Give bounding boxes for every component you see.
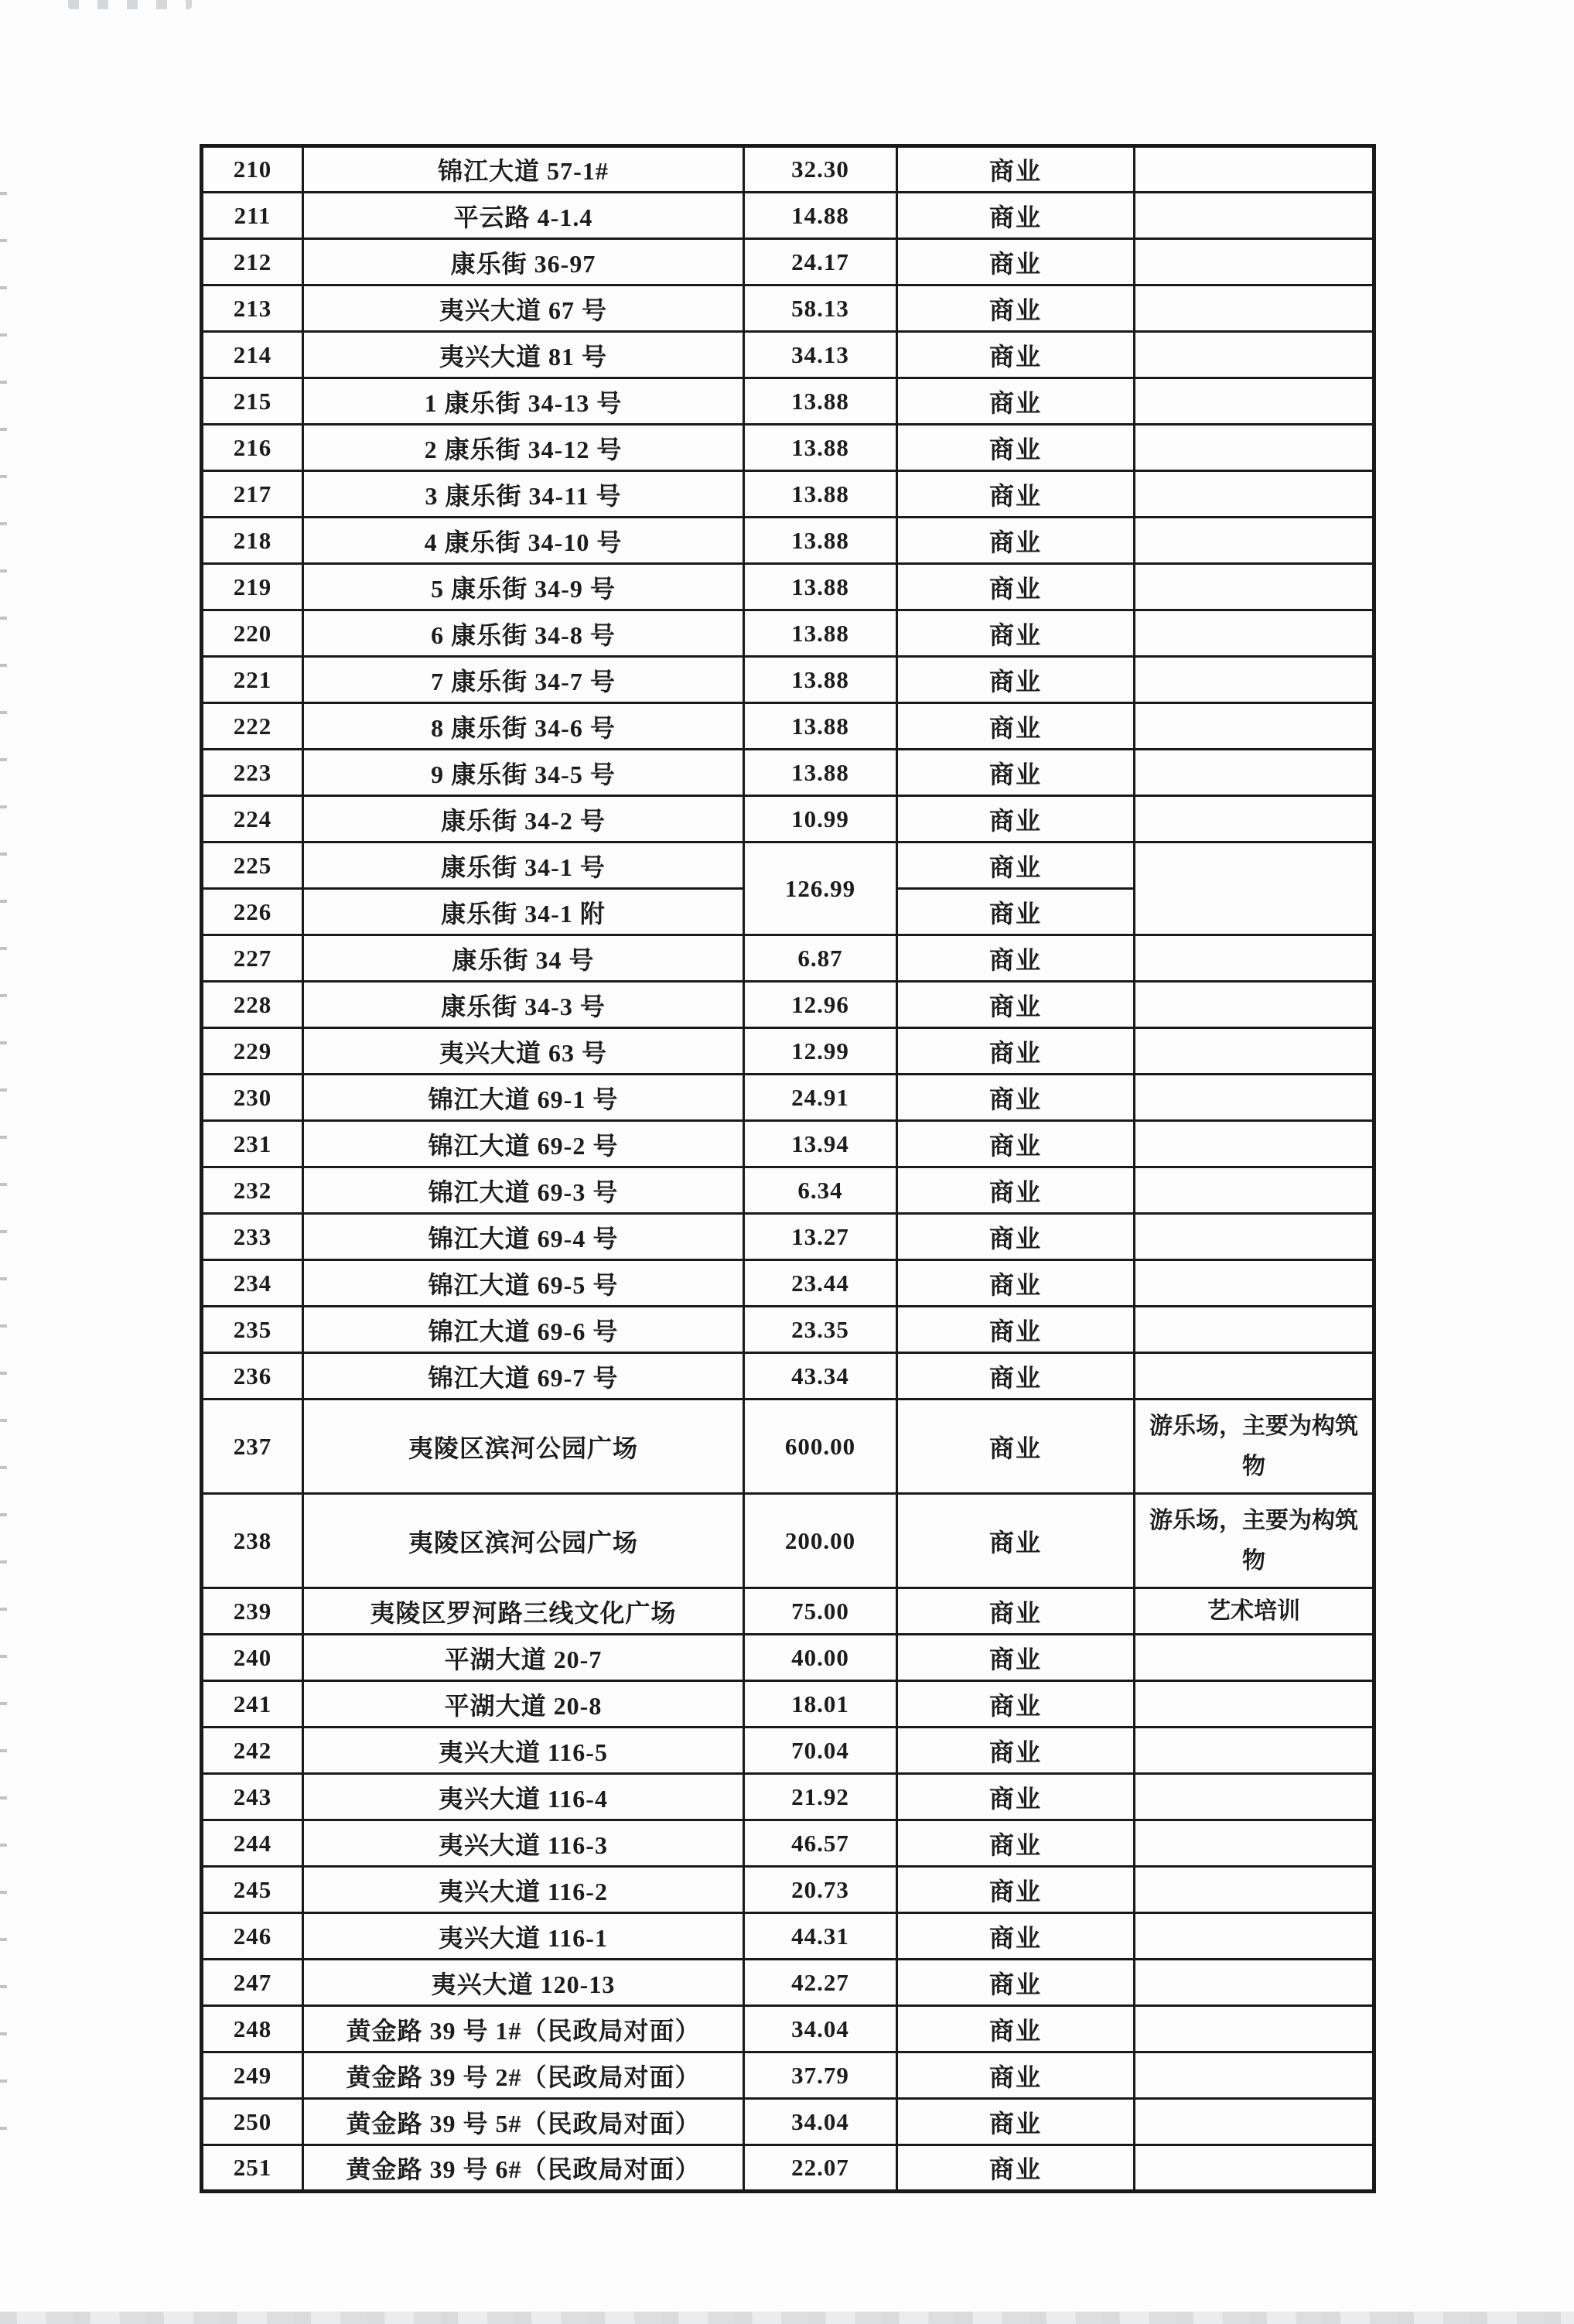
address-cell: 锦江大道 69-7 号 (303, 1353, 744, 1400)
category-cell: 商业 (897, 1588, 1135, 1635)
category-cell: 商业 (897, 1121, 1135, 1167)
scan-artifact-top (68, 0, 192, 9)
table-row (202, 610, 1374, 657)
address-cell: 9 康乐街 34-5 号 (303, 750, 744, 796)
note-cell (1135, 750, 1374, 796)
table-body (202, 146, 1374, 2192)
address-cell: 康乐街 34-1 附 (303, 889, 744, 935)
note-cell (1135, 2099, 1374, 2145)
area-cell: 20.73 (744, 1867, 897, 1913)
table-row (202, 982, 1374, 1028)
area-cell: 200.00 (744, 1494, 897, 1588)
category-cell: 商业 (897, 1494, 1135, 1588)
address-cell: 3 康乐街 34-11 号 (303, 471, 744, 518)
scan-edge-marks (0, 192, 7, 2141)
note-cell (1135, 193, 1374, 239)
serial-number-cell: 218 (202, 518, 303, 564)
note-cell (1135, 471, 1374, 518)
serial-number-cell: 212 (202, 239, 303, 285)
area-cell: 34.04 (744, 2099, 897, 2145)
category-cell: 商业 (897, 2006, 1135, 2052)
table-row (202, 1588, 1374, 1635)
address-cell: 锦江大道 69-2 号 (303, 1121, 744, 1167)
category-cell: 商业 (897, 332, 1135, 378)
note-cell (1135, 518, 1374, 564)
table-row (202, 1028, 1374, 1075)
area-cell: 12.96 (744, 982, 897, 1028)
table-row (202, 657, 1374, 703)
area-cell: 13.88 (744, 750, 897, 796)
category-cell: 商业 (897, 285, 1135, 332)
note-cell (1135, 1635, 1374, 1681)
serial-number-cell: 226 (202, 889, 303, 935)
address-cell: 2 康乐街 34-12 号 (303, 425, 744, 471)
note-cell (1135, 425, 1374, 471)
note-cell (1135, 564, 1374, 610)
category-cell: 商业 (897, 750, 1135, 796)
category-cell: 商业 (897, 239, 1135, 285)
table-row (202, 935, 1374, 982)
note-cell (1135, 1167, 1374, 1214)
serial-number-cell: 232 (202, 1167, 303, 1214)
address-cell: 锦江大道 69-6 号 (303, 1307, 744, 1353)
serial-number-cell: 213 (202, 285, 303, 332)
area-cell: 13.88 (744, 703, 897, 750)
table-row (202, 1728, 1374, 1774)
address-cell: 夷兴大道 116-5 (303, 1728, 744, 1774)
address-cell: 5 康乐街 34-9 号 (303, 564, 744, 610)
category-cell: 商业 (897, 1400, 1135, 1494)
address-cell: 夷兴大道 116-2 (303, 1867, 744, 1913)
category-cell: 商业 (897, 703, 1135, 750)
address-cell: 8 康乐街 34-6 号 (303, 703, 744, 750)
category-cell: 商业 (897, 1075, 1135, 1121)
serial-number-cell: 225 (202, 842, 303, 889)
address-cell: 康乐街 34-2 号 (303, 796, 744, 842)
area-cell: 40.00 (744, 1635, 897, 1681)
serial-number-cell: 245 (202, 1867, 303, 1913)
category-cell: 商业 (897, 657, 1135, 703)
address-cell: 夷陵区罗河路三线文化广场 (303, 1588, 744, 1635)
serial-number-cell: 231 (202, 1121, 303, 1167)
note-cell (1135, 2006, 1374, 2052)
address-cell: 夷兴大道 116-4 (303, 1774, 744, 1820)
note-cell (1135, 332, 1374, 378)
category-cell: 商业 (897, 610, 1135, 657)
category-cell: 商业 (897, 1820, 1135, 1867)
serial-number-cell: 227 (202, 935, 303, 982)
serial-number-cell: 233 (202, 1214, 303, 1260)
note-cell (1135, 1913, 1374, 1960)
table-row (202, 1774, 1374, 1820)
area-cell: 70.04 (744, 1728, 897, 1774)
address-cell: 康乐街 34-3 号 (303, 982, 744, 1028)
category-cell: 商业 (897, 1167, 1135, 1214)
serial-number-cell: 239 (202, 1588, 303, 1635)
area-cell: 12.99 (744, 1028, 897, 1075)
category-cell: 商业 (897, 564, 1135, 610)
serial-number-cell: 246 (202, 1913, 303, 1960)
serial-number-cell: 224 (202, 796, 303, 842)
category-cell: 商业 (897, 193, 1135, 239)
serial-number-cell: 214 (202, 332, 303, 378)
address-cell: 锦江大道 57-1# (303, 146, 744, 193)
area-cell: 32.30 (744, 146, 897, 193)
area-cell: 14.88 (744, 193, 897, 239)
note-cell (1135, 1867, 1374, 1913)
table-row (202, 146, 1374, 193)
area-cell: 18.01 (744, 1681, 897, 1728)
category-cell: 商业 (897, 842, 1135, 889)
area-cell: 10.99 (744, 796, 897, 842)
address-cell: 1 康乐街 34-13 号 (303, 378, 744, 425)
table-row (202, 2145, 1374, 2192)
category-cell: 商业 (897, 1260, 1135, 1307)
serial-number-cell: 216 (202, 425, 303, 471)
table-row (202, 1214, 1374, 1260)
category-cell: 商业 (897, 1028, 1135, 1075)
note-cell (1135, 1960, 1374, 2006)
table-row (202, 1635, 1374, 1681)
table-row (202, 285, 1374, 332)
area-cell: 13.88 (744, 425, 897, 471)
area-cell: 34.04 (744, 2006, 897, 2052)
note-cell (1135, 2052, 1374, 2099)
table-row (202, 842, 1374, 889)
note-cell: 游乐场，主要为构筑物 (1135, 1400, 1374, 1494)
note-cell (1135, 610, 1374, 657)
table-row (202, 2099, 1374, 2145)
category-cell: 商业 (897, 1635, 1135, 1681)
serial-number-cell: 235 (202, 1307, 303, 1353)
serial-number-cell: 211 (202, 193, 303, 239)
category-cell: 商业 (897, 1307, 1135, 1353)
area-cell: 58.13 (744, 285, 897, 332)
area-cell: 126.99 (744, 842, 897, 935)
area-cell: 43.34 (744, 1353, 897, 1400)
category-cell: 商业 (897, 1774, 1135, 1820)
note-cell (1135, 285, 1374, 332)
serial-number-cell: 247 (202, 1960, 303, 2006)
address-cell: 锦江大道 69-3 号 (303, 1167, 744, 1214)
note-cell (1135, 796, 1374, 842)
area-cell: 22.07 (744, 2145, 897, 2192)
area-cell: 34.13 (744, 332, 897, 378)
scan-artifact-bottom (0, 2312, 1574, 2324)
address-cell: 夷兴大道 67 号 (303, 285, 744, 332)
table-row (202, 1913, 1374, 1960)
category-cell: 商业 (897, 1681, 1135, 1728)
area-cell: 13.88 (744, 471, 897, 518)
table-row (202, 1121, 1374, 1167)
category-cell: 商业 (897, 471, 1135, 518)
address-cell: 夷兴大道 120-13 (303, 1960, 744, 2006)
address-cell: 黄金路 39 号 1#（民政局对面） (303, 2006, 744, 2052)
table-row (202, 425, 1374, 471)
serial-number-cell: 238 (202, 1494, 303, 1588)
serial-number-cell: 242 (202, 1728, 303, 1774)
category-cell: 商业 (897, 1913, 1135, 1960)
area-cell: 24.91 (744, 1075, 897, 1121)
area-cell: 37.79 (744, 2052, 897, 2099)
address-cell: 黄金路 39 号 5#（民政局对面） (303, 2099, 744, 2145)
area-cell: 6.87 (744, 935, 897, 982)
note-cell (1135, 935, 1374, 982)
address-cell: 康乐街 36-97 (303, 239, 744, 285)
note-cell (1135, 239, 1374, 285)
note-cell (1135, 378, 1374, 425)
area-cell: 46.57 (744, 1820, 897, 1867)
category-cell: 商业 (897, 1728, 1135, 1774)
address-cell: 锦江大道 69-4 号 (303, 1214, 744, 1260)
address-cell: 黄金路 39 号 6#（民政局对面） (303, 2145, 744, 2192)
serial-number-cell: 250 (202, 2099, 303, 2145)
serial-number-cell: 228 (202, 982, 303, 1028)
note-cell (1135, 1728, 1374, 1774)
serial-number-cell: 219 (202, 564, 303, 610)
area-cell: 23.44 (744, 1260, 897, 1307)
table-row (202, 2006, 1374, 2052)
address-cell: 夷兴大道 116-1 (303, 1913, 744, 1960)
serial-number-cell: 249 (202, 2052, 303, 2099)
note-cell (1135, 1774, 1374, 1820)
category-cell: 商业 (897, 2145, 1135, 2192)
category-cell: 商业 (897, 1867, 1135, 1913)
area-cell: 24.17 (744, 239, 897, 285)
note-cell (1135, 2145, 1374, 2192)
area-cell: 13.88 (744, 564, 897, 610)
table-row (202, 1400, 1374, 1494)
table-row (202, 1867, 1374, 1913)
serial-number-cell: 236 (202, 1353, 303, 1400)
note-cell (1135, 1121, 1374, 1167)
area-cell: 13.94 (744, 1121, 897, 1167)
table-row (202, 796, 1374, 842)
address-cell: 夷陵区滨河公园广场 (303, 1494, 744, 1588)
property-list-table (200, 144, 1376, 2193)
area-cell: 13.88 (744, 378, 897, 425)
address-cell: 黄金路 39 号 2#（民政局对面） (303, 2052, 744, 2099)
table-row (202, 1075, 1374, 1121)
address-cell: 平湖大道 20-7 (303, 1635, 744, 1681)
note-cell (1135, 1075, 1374, 1121)
category-cell: 商业 (897, 425, 1135, 471)
area-cell: 75.00 (744, 1588, 897, 1635)
note-cell (1135, 703, 1374, 750)
category-cell: 商业 (897, 1353, 1135, 1400)
note-cell: 艺术培训 (1135, 1588, 1374, 1635)
serial-number-cell: 241 (202, 1681, 303, 1728)
area-cell: 6.34 (744, 1167, 897, 1214)
table-row (202, 750, 1374, 796)
note-cell (1135, 1028, 1374, 1075)
area-cell: 23.35 (744, 1307, 897, 1353)
category-cell: 商业 (897, 982, 1135, 1028)
note-cell (1135, 1260, 1374, 1307)
table-row (202, 1167, 1374, 1214)
table-row (202, 1494, 1374, 1588)
serial-number-cell: 244 (202, 1820, 303, 1867)
address-cell: 7 康乐街 34-7 号 (303, 657, 744, 703)
address-cell: 6 康乐街 34-8 号 (303, 610, 744, 657)
area-cell: 13.88 (744, 657, 897, 703)
serial-number-cell: 234 (202, 1260, 303, 1307)
serial-number-cell: 243 (202, 1774, 303, 1820)
serial-number-cell: 251 (202, 2145, 303, 2192)
area-cell: 13.88 (744, 610, 897, 657)
note-cell (1135, 1214, 1374, 1260)
address-cell: 平云路 4-1.4 (303, 193, 744, 239)
address-cell: 夷兴大道 116-3 (303, 1820, 744, 1867)
area-cell: 600.00 (744, 1400, 897, 1494)
address-cell: 4 康乐街 34-10 号 (303, 518, 744, 564)
serial-number-cell: 221 (202, 657, 303, 703)
category-cell: 商业 (897, 2052, 1135, 2099)
table-row (202, 564, 1374, 610)
note-cell (1135, 146, 1374, 193)
table-row (202, 1820, 1374, 1867)
address-cell: 康乐街 34 号 (303, 935, 744, 982)
table-row (202, 1260, 1374, 1307)
table-row (202, 1960, 1374, 2006)
area-cell: 21.92 (744, 1774, 897, 1820)
note-cell (1135, 1353, 1374, 1400)
serial-number-cell: 240 (202, 1635, 303, 1681)
serial-number-cell: 248 (202, 2006, 303, 2052)
table-row (202, 193, 1374, 239)
note-cell (1135, 842, 1374, 935)
category-cell: 商业 (897, 146, 1135, 193)
note-cell: 游乐场，主要为构筑物 (1135, 1494, 1374, 1588)
serial-number-cell: 237 (202, 1400, 303, 1494)
note-cell (1135, 1681, 1374, 1728)
table-row (202, 1681, 1374, 1728)
area-cell: 42.27 (744, 1960, 897, 2006)
category-cell: 商业 (897, 2099, 1135, 2145)
category-cell: 商业 (897, 796, 1135, 842)
address-cell: 夷兴大道 63 号 (303, 1028, 744, 1075)
address-cell: 锦江大道 69-5 号 (303, 1260, 744, 1307)
note-cell (1135, 657, 1374, 703)
category-cell: 商业 (897, 1960, 1135, 2006)
area-cell: 13.27 (744, 1214, 897, 1260)
table-row (202, 378, 1374, 425)
table-row (202, 518, 1374, 564)
table-row (202, 2052, 1374, 2099)
table-row (202, 332, 1374, 378)
category-cell: 商业 (897, 935, 1135, 982)
serial-number-cell: 230 (202, 1075, 303, 1121)
serial-number-cell: 223 (202, 750, 303, 796)
category-cell: 商业 (897, 1214, 1135, 1260)
note-cell (1135, 1307, 1374, 1353)
address-cell: 康乐街 34-1 号 (303, 842, 744, 889)
serial-number-cell: 215 (202, 378, 303, 425)
category-cell: 商业 (897, 889, 1135, 935)
category-cell: 商业 (897, 378, 1135, 425)
area-cell: 44.31 (744, 1913, 897, 1960)
serial-number-cell: 222 (202, 703, 303, 750)
table-row (202, 1353, 1374, 1400)
serial-number-cell: 229 (202, 1028, 303, 1075)
table-row (202, 239, 1374, 285)
note-cell (1135, 982, 1374, 1028)
address-cell: 夷陵区滨河公园广场 (303, 1400, 744, 1494)
area-cell: 13.88 (744, 518, 897, 564)
category-cell: 商业 (897, 518, 1135, 564)
serial-number-cell: 217 (202, 471, 303, 518)
table-row (202, 703, 1374, 750)
table-row (202, 1307, 1374, 1353)
address-cell: 平湖大道 20-8 (303, 1681, 744, 1728)
address-cell: 锦江大道 69-1 号 (303, 1075, 744, 1121)
serial-number-cell: 210 (202, 146, 303, 193)
note-cell (1135, 1820, 1374, 1867)
table-row (202, 471, 1374, 518)
address-cell: 夷兴大道 81 号 (303, 332, 744, 378)
serial-number-cell: 220 (202, 610, 303, 657)
